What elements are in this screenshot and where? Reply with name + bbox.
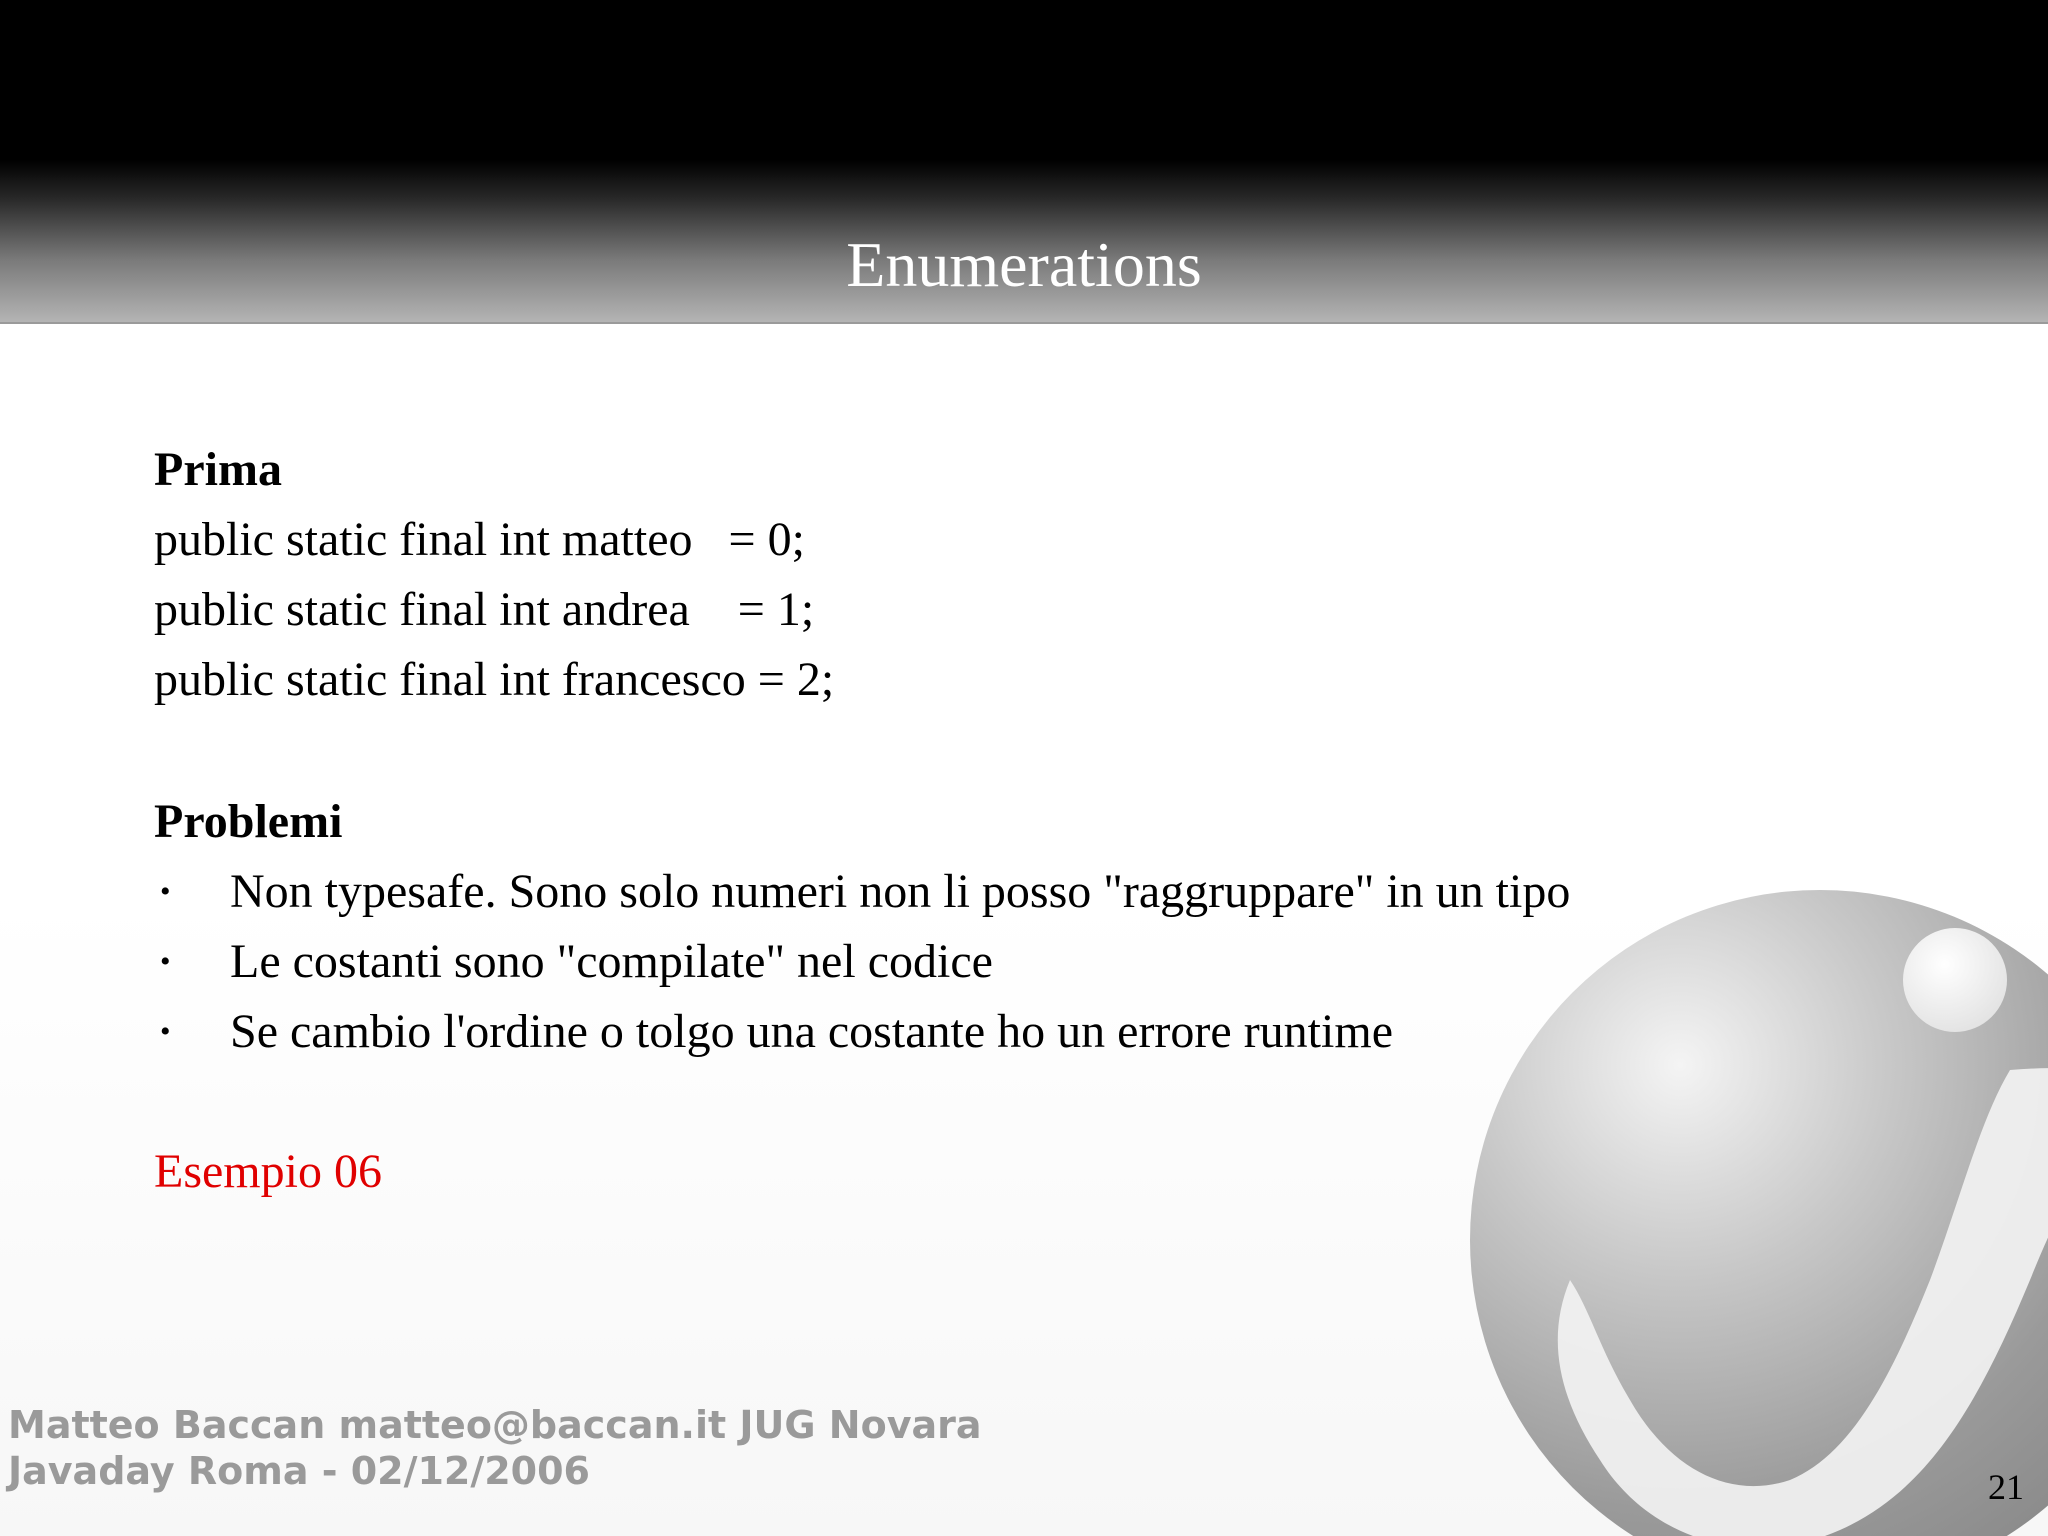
footer	[8, 1402, 982, 1494]
prima-heading: Prima	[154, 443, 282, 496]
code-line-andrea: public static final int andrea = 1;	[154, 583, 815, 636]
bullet-icon: •	[160, 945, 171, 978]
slide-title-text: Enumerations	[846, 229, 1202, 300]
footer-event-line: Javaday Roma - 02/12/2006	[8, 1449, 590, 1493]
bullet-text: Se cambio l'ordine o tolgo una costante ho un errore runtime	[230, 1005, 1393, 1058]
bullet-item-compilate	[154, 932, 1754, 992]
bullet-text: Non typesafe. Sono solo numeri non li posso "raggruppare" in un tipo	[230, 865, 1571, 918]
footer-author-line: Matteo Baccan matteo@baccan.it JUG Novara	[8, 1403, 982, 1447]
bullet-text: Le costanti sono "compilate" nel codice	[230, 935, 993, 988]
bullet-icon: •	[160, 1015, 171, 1048]
code-line-matteo: public static final int matteo = 0;	[154, 513, 805, 566]
bullet-item-runtime	[154, 1002, 1754, 1062]
page-number: 21	[1988, 1467, 2024, 1507]
bullet-icon: •	[160, 875, 171, 908]
problemi-heading: Problemi	[154, 795, 343, 848]
slide-title	[0, 225, 2048, 305]
code-line-francesco: public static final int francesco = 2;	[154, 653, 835, 706]
example-link[interactable]: Esempio 06	[154, 1145, 382, 1198]
bullet-item-typesafe	[154, 862, 1754, 922]
